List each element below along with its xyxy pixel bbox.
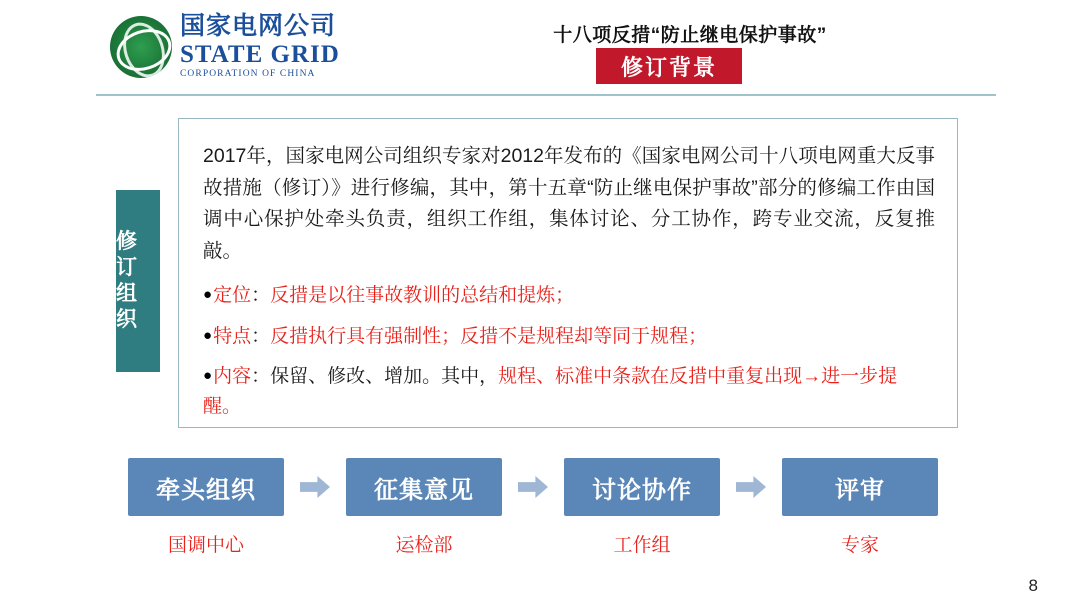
flow-caption-1: 国调中心 bbox=[167, 535, 244, 556]
flow-arrow-2 bbox=[502, 476, 564, 498]
state-grid-logo-icon bbox=[110, 16, 172, 78]
bullet-item-3 bbox=[203, 362, 935, 421]
bullet-separator: ： bbox=[251, 366, 271, 388]
caption-gap bbox=[284, 530, 346, 557]
bullet-label: 定位 bbox=[213, 285, 252, 307]
arrow-right-icon bbox=[736, 476, 766, 498]
content-box bbox=[178, 118, 958, 428]
arrow-right-icon bbox=[300, 476, 330, 498]
header-divider bbox=[96, 94, 996, 96]
caption-gap bbox=[720, 530, 782, 557]
page-number: 8 bbox=[1028, 576, 1038, 595]
bullet-item-1 bbox=[203, 281, 935, 310]
brand-logo bbox=[110, 14, 340, 80]
process-flow bbox=[128, 458, 958, 568]
flow-caption-4: 专家 bbox=[840, 535, 879, 556]
bullet-text: 反措是以往事故教训的总结和提炼； bbox=[270, 285, 575, 307]
flow-caption-3: 工作组 bbox=[613, 535, 671, 556]
caption-gap bbox=[502, 530, 564, 557]
body-paragraph: 2017年，国家电网公司组织专家对2012年发布的《国家电网公司十八项电网重大反事故措施（修订）》进行修编，其中，第十五章“防止继电保护事故”部分的修编工作由国调中心保护处牵头负责，组织工作组，集体讨论、分工协作，跨专业交流，反复推敲。 bbox=[203, 145, 935, 262]
bullet-dot-icon: ● bbox=[203, 286, 213, 304]
bullet-dot-icon: ● bbox=[203, 367, 213, 385]
flow-step-2: 征集意见 bbox=[346, 458, 502, 516]
brand-name-cn: 国家电网公司 bbox=[180, 12, 337, 40]
flow-step-4: 评审 bbox=[782, 458, 938, 516]
bullet-label: 内容 bbox=[213, 366, 252, 388]
flow-arrow-1 bbox=[284, 476, 346, 498]
brand-subtitle-en: CORPORATION OF CHINA bbox=[180, 69, 316, 79]
flow-caption-2: 运检部 bbox=[395, 535, 453, 556]
bullet-separator: ： bbox=[251, 325, 271, 347]
bullet-label: 特点 bbox=[213, 325, 252, 347]
side-label-revision-organization: 修订组织 bbox=[116, 190, 160, 372]
slide-header bbox=[0, 0, 1080, 96]
bullet-text: 反措执行具有强制性；反措不是规程却等同于规程； bbox=[270, 325, 708, 347]
bullet-dot-icon: ● bbox=[203, 326, 213, 344]
brand-name-en: STATE GRID bbox=[180, 41, 340, 68]
arrow-right-icon bbox=[518, 476, 548, 498]
process-flow-captions bbox=[128, 530, 938, 557]
page-title: 十八项反措“防止继电保护事故” bbox=[553, 25, 827, 46]
flow-arrow-3 bbox=[720, 476, 782, 498]
flow-step-1: 牵头组织 bbox=[128, 458, 284, 516]
brand-logo-text bbox=[180, 14, 340, 80]
bullet-text-highlight: 规程、标准中条款在反措中重复出现→进一步提醒。 bbox=[203, 366, 898, 417]
bullet-text-plain: 保留、修改、增加。其中， bbox=[270, 366, 499, 388]
bullet-separator: ： bbox=[251, 285, 271, 307]
flow-step-3: 讨论协作 bbox=[564, 458, 720, 516]
process-flow-boxes bbox=[128, 458, 938, 516]
bullet-item-2 bbox=[203, 322, 935, 351]
section-badge: 修订背景 bbox=[596, 48, 742, 84]
